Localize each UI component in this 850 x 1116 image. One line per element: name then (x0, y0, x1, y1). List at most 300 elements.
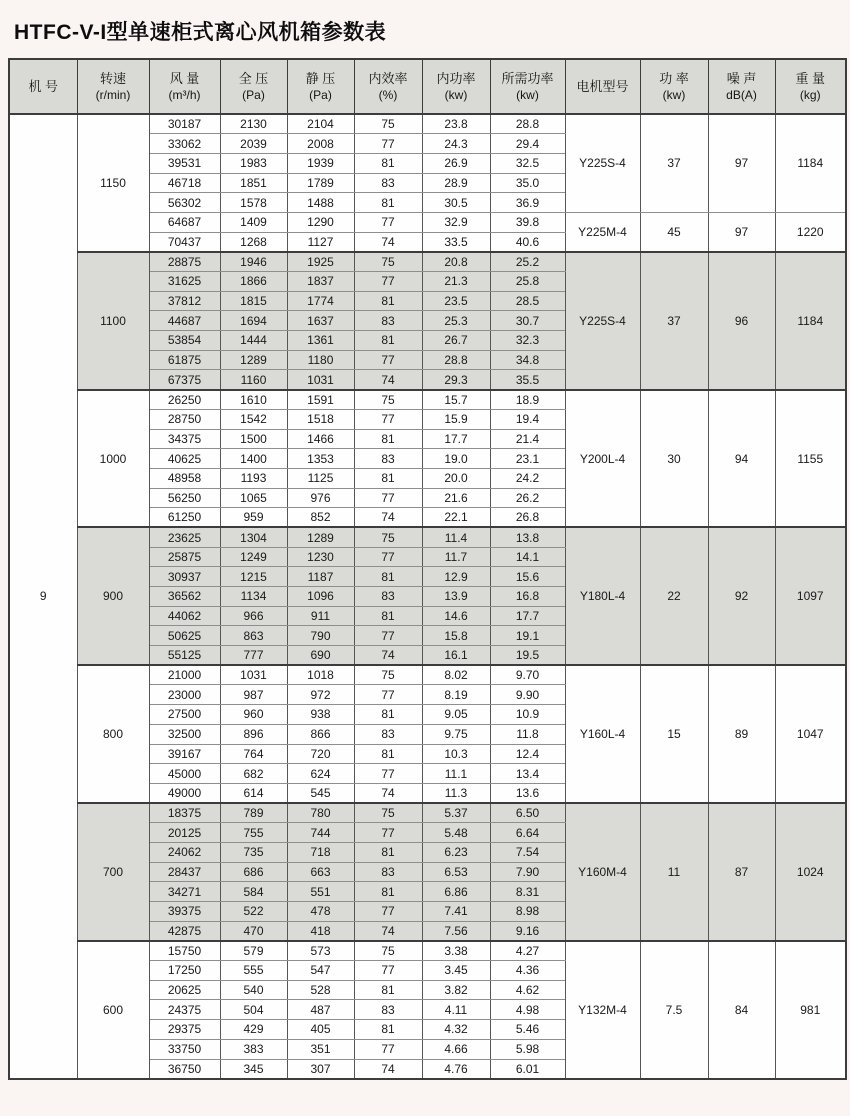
cell-total-pressure: 777 (220, 646, 287, 666)
cell-total-pressure: 1134 (220, 587, 287, 607)
cell-internal-power: 17.7 (422, 429, 490, 449)
cell-total-pressure: 1289 (220, 350, 287, 370)
cell-required-power: 4.98 (490, 1000, 565, 1020)
cell-static-pressure: 1290 (287, 212, 354, 232)
cell-total-pressure: 504 (220, 1000, 287, 1020)
cell-total-pressure: 1031 (220, 665, 287, 685)
cell-airflow: 24062 (149, 842, 220, 862)
cell-efficiency: 81 (354, 331, 422, 351)
motor-power-cell: 15 (640, 665, 708, 803)
cell-internal-power: 29.3 (422, 370, 490, 390)
cell-internal-power: 15.8 (422, 626, 490, 646)
cell-required-power: 28.8 (490, 114, 565, 134)
column-header-noise (708, 59, 775, 114)
cell-required-power: 19.4 (490, 409, 565, 429)
cell-efficiency: 83 (354, 173, 422, 193)
motor-noise-cell: 92 (708, 527, 775, 665)
cell-internal-power: 21.3 (422, 272, 490, 292)
cell-total-pressure: 1866 (220, 272, 287, 292)
cell-efficiency: 83 (354, 862, 422, 882)
header-label: 重 量 (795, 71, 826, 87)
cell-static-pressure: 938 (287, 705, 354, 725)
cell-internal-power: 11.1 (422, 764, 490, 784)
table-row (9, 941, 846, 961)
cell-efficiency: 77 (354, 626, 422, 646)
cell-efficiency: 75 (354, 803, 422, 823)
cell-required-power: 4.27 (490, 941, 565, 961)
cell-airflow: 28437 (149, 862, 220, 882)
cell-static-pressure: 1939 (287, 153, 354, 173)
cell-required-power: 9.16 (490, 921, 565, 941)
cell-airflow: 67375 (149, 370, 220, 390)
cell-airflow: 27500 (149, 705, 220, 725)
cell-internal-power: 3.82 (422, 980, 490, 1000)
motor-weight-cell: 1047 (775, 665, 846, 803)
motor-model-cell: Y200L-4 (565, 390, 640, 528)
motor-model-cell: Y225S-4 (565, 114, 640, 212)
cell-static-pressure: 790 (287, 626, 354, 646)
cell-total-pressure: 735 (220, 842, 287, 862)
table-body (9, 114, 846, 1079)
cell-efficiency: 74 (354, 1059, 422, 1079)
cell-total-pressure: 540 (220, 980, 287, 1000)
cell-internal-power: 22.1 (422, 508, 490, 528)
cell-static-pressure: 307 (287, 1059, 354, 1079)
speed-cell: 600 (77, 941, 149, 1079)
cell-airflow: 55125 (149, 646, 220, 666)
cell-internal-power: 8.02 (422, 665, 490, 685)
cell-required-power: 12.4 (490, 744, 565, 764)
cell-airflow: 36562 (149, 587, 220, 607)
cell-airflow: 33062 (149, 134, 220, 154)
table-header (9, 59, 846, 114)
cell-airflow: 18375 (149, 803, 220, 823)
cell-internal-power: 4.11 (422, 1000, 490, 1020)
cell-internal-power: 16.1 (422, 646, 490, 666)
cell-required-power: 14.1 (490, 547, 565, 567)
motor-model-cell: Y160M-4 (565, 803, 640, 941)
cell-required-power: 28.5 (490, 291, 565, 311)
cell-total-pressure: 896 (220, 724, 287, 744)
cell-static-pressure: 351 (287, 1039, 354, 1059)
cell-required-power: 13.8 (490, 527, 565, 547)
cell-internal-power: 23.8 (422, 114, 490, 134)
cell-internal-power: 26.7 (422, 331, 490, 351)
speed-cell: 1150 (77, 114, 149, 252)
cell-required-power: 5.46 (490, 1020, 565, 1040)
cell-static-pressure: 573 (287, 941, 354, 961)
header-label: 风 量 (169, 71, 200, 87)
cell-efficiency: 74 (354, 370, 422, 390)
cell-total-pressure: 579 (220, 941, 287, 961)
cell-static-pressure: 1837 (287, 272, 354, 292)
cell-internal-power: 32.9 (422, 212, 490, 232)
cell-required-power: 6.64 (490, 823, 565, 843)
cell-required-power: 6.50 (490, 803, 565, 823)
cell-efficiency: 75 (354, 252, 422, 272)
cell-internal-power: 20.0 (422, 468, 490, 488)
motor-weight-cell: 981 (775, 941, 846, 1079)
cell-total-pressure: 764 (220, 744, 287, 764)
cell-required-power: 13.6 (490, 783, 565, 803)
cell-efficiency: 77 (354, 823, 422, 843)
cell-efficiency: 77 (354, 1039, 422, 1059)
cell-airflow: 28875 (149, 252, 220, 272)
cell-static-pressure: 487 (287, 1000, 354, 1020)
cell-efficiency: 83 (354, 587, 422, 607)
cell-efficiency: 77 (354, 547, 422, 567)
cell-required-power: 40.6 (490, 232, 565, 252)
cell-internal-power: 11.3 (422, 783, 490, 803)
cell-required-power: 39.8 (490, 212, 565, 232)
cell-static-pressure: 663 (287, 862, 354, 882)
cell-internal-power: 13.9 (422, 587, 490, 607)
cell-internal-power: 21.6 (422, 488, 490, 508)
cell-internal-power: 23.5 (422, 291, 490, 311)
cell-static-pressure: 2104 (287, 114, 354, 134)
cell-airflow: 32500 (149, 724, 220, 744)
cell-static-pressure: 1180 (287, 350, 354, 370)
header-unit: (kw) (516, 87, 539, 102)
motor-power-cell: 37 (640, 114, 708, 212)
cell-static-pressure: 718 (287, 842, 354, 862)
cell-total-pressure: 1500 (220, 429, 287, 449)
cell-airflow: 39531 (149, 153, 220, 173)
cell-required-power: 8.98 (490, 902, 565, 922)
cell-airflow: 37812 (149, 291, 220, 311)
cell-efficiency: 75 (354, 114, 422, 134)
motor-model-cell: Y180L-4 (565, 527, 640, 665)
cell-airflow: 17250 (149, 961, 220, 981)
cell-airflow: 50625 (149, 626, 220, 646)
motor-model-cell: Y160L-4 (565, 665, 640, 803)
cell-required-power: 11.8 (490, 724, 565, 744)
cell-total-pressure: 966 (220, 606, 287, 626)
cell-efficiency: 81 (354, 980, 422, 1000)
cell-airflow: 36750 (149, 1059, 220, 1079)
cell-internal-power: 6.53 (422, 862, 490, 882)
cell-airflow: 34375 (149, 429, 220, 449)
cell-efficiency: 75 (354, 665, 422, 685)
cell-total-pressure: 614 (220, 783, 287, 803)
cell-static-pressure: 1127 (287, 232, 354, 252)
cell-total-pressure: 1304 (220, 527, 287, 547)
cell-static-pressure: 624 (287, 764, 354, 784)
cell-required-power: 36.9 (490, 193, 565, 213)
cell-airflow: 23625 (149, 527, 220, 547)
cell-airflow: 28750 (149, 409, 220, 429)
motor-weight-cell: 1155 (775, 390, 846, 528)
table-row (9, 390, 846, 410)
cell-required-power: 26.8 (490, 508, 565, 528)
cell-static-pressure: 780 (287, 803, 354, 823)
cell-static-pressure: 690 (287, 646, 354, 666)
cell-efficiency: 77 (354, 212, 422, 232)
motor-power-cell: 37 (640, 252, 708, 390)
header-label: 内效率 (368, 71, 408, 87)
cell-internal-power: 20.8 (422, 252, 490, 272)
cell-required-power: 25.8 (490, 272, 565, 292)
cell-efficiency: 77 (354, 685, 422, 705)
header-label: 噪 声 (726, 71, 757, 87)
cell-static-pressure: 1488 (287, 193, 354, 213)
table-row (9, 665, 846, 685)
cell-efficiency: 77 (354, 272, 422, 292)
cell-airflow: 20625 (149, 980, 220, 1000)
cell-airflow: 15750 (149, 941, 220, 961)
cell-total-pressure: 1268 (220, 232, 287, 252)
cell-efficiency: 75 (354, 941, 422, 961)
cell-total-pressure: 345 (220, 1059, 287, 1079)
cell-total-pressure: 960 (220, 705, 287, 725)
cell-airflow: 64687 (149, 212, 220, 232)
speed-cell: 700 (77, 803, 149, 941)
cell-efficiency: 81 (354, 744, 422, 764)
table-row (9, 803, 846, 823)
cell-internal-power: 9.75 (422, 724, 490, 744)
cell-efficiency: 81 (354, 1020, 422, 1040)
cell-efficiency: 77 (354, 488, 422, 508)
cell-internal-power: 3.45 (422, 961, 490, 981)
cell-internal-power: 12.9 (422, 567, 490, 587)
cell-total-pressure: 1160 (220, 370, 287, 390)
cell-efficiency: 81 (354, 153, 422, 173)
cell-efficiency: 83 (354, 311, 422, 331)
cell-static-pressure: 1230 (287, 547, 354, 567)
motor-power-cell: 45 (640, 212, 708, 251)
cell-total-pressure: 1400 (220, 449, 287, 469)
column-header-machine-no (9, 59, 77, 114)
cell-static-pressure: 1591 (287, 390, 354, 410)
header-unit: (kg) (799, 87, 821, 102)
cell-internal-power: 10.3 (422, 744, 490, 764)
motor-noise-cell: 87 (708, 803, 775, 941)
cell-required-power: 32.5 (490, 153, 565, 173)
cell-total-pressure: 470 (220, 921, 287, 941)
cell-required-power: 18.9 (490, 390, 565, 410)
cell-required-power: 30.7 (490, 311, 565, 331)
cell-static-pressure: 1789 (287, 173, 354, 193)
cell-required-power: 17.7 (490, 606, 565, 626)
cell-internal-power: 5.37 (422, 803, 490, 823)
cell-airflow: 48958 (149, 468, 220, 488)
cell-internal-power: 15.7 (422, 390, 490, 410)
cell-efficiency: 81 (354, 705, 422, 725)
table-row (9, 527, 846, 547)
cell-efficiency: 81 (354, 429, 422, 449)
motor-noise-cell: 84 (708, 941, 775, 1079)
cell-efficiency: 81 (354, 842, 422, 862)
cell-internal-power: 4.66 (422, 1039, 490, 1059)
motor-power-cell: 11 (640, 803, 708, 941)
motor-weight-cell: 1220 (775, 212, 846, 251)
cell-required-power: 32.3 (490, 331, 565, 351)
cell-static-pressure: 976 (287, 488, 354, 508)
cell-airflow: 39375 (149, 902, 220, 922)
header-unit: (m³/h) (168, 87, 201, 102)
motor-model-cell: Y225S-4 (565, 252, 640, 390)
cell-static-pressure: 551 (287, 882, 354, 902)
cell-required-power: 9.90 (490, 685, 565, 705)
cell-internal-power: 7.56 (422, 921, 490, 941)
cell-static-pressure: 852 (287, 508, 354, 528)
cell-internal-power: 30.5 (422, 193, 490, 213)
cell-efficiency: 81 (354, 882, 422, 902)
motor-weight-cell: 1184 (775, 114, 846, 212)
cell-required-power: 34.8 (490, 350, 565, 370)
cell-static-pressure: 1289 (287, 527, 354, 547)
motor-weight-cell: 1024 (775, 803, 846, 941)
cell-internal-power: 33.5 (422, 232, 490, 252)
motor-noise-cell: 89 (708, 665, 775, 803)
column-header-internal-power (422, 59, 490, 114)
cell-internal-power: 5.48 (422, 823, 490, 843)
cell-total-pressure: 1409 (220, 212, 287, 232)
cell-total-pressure: 1851 (220, 173, 287, 193)
cell-required-power: 4.62 (490, 980, 565, 1000)
cell-static-pressure: 528 (287, 980, 354, 1000)
header-unit: (Pa) (242, 87, 265, 102)
cell-airflow: 45000 (149, 764, 220, 784)
cell-internal-power: 8.19 (422, 685, 490, 705)
cell-airflow: 26250 (149, 390, 220, 410)
cell-required-power: 23.1 (490, 449, 565, 469)
column-header-weight (775, 59, 846, 114)
cell-total-pressure: 1815 (220, 291, 287, 311)
cell-total-pressure: 522 (220, 902, 287, 922)
speed-cell: 900 (77, 527, 149, 665)
cell-internal-power: 28.9 (422, 173, 490, 193)
column-header-speed (77, 59, 149, 114)
cell-internal-power: 4.76 (422, 1059, 490, 1079)
cell-efficiency: 75 (354, 527, 422, 547)
cell-static-pressure: 1031 (287, 370, 354, 390)
cell-airflow: 25875 (149, 547, 220, 567)
cell-total-pressure: 1610 (220, 390, 287, 410)
motor-noise-cell: 94 (708, 390, 775, 528)
cell-total-pressure: 789 (220, 803, 287, 823)
cell-airflow: 61875 (149, 350, 220, 370)
cell-total-pressure: 755 (220, 823, 287, 843)
cell-efficiency: 81 (354, 291, 422, 311)
cell-airflow: 21000 (149, 665, 220, 685)
cell-internal-power: 24.3 (422, 134, 490, 154)
cell-required-power: 19.1 (490, 626, 565, 646)
machine-no-cell: 9 (9, 114, 77, 1079)
header-label: 机 号 (28, 78, 59, 94)
motor-power-cell: 30 (640, 390, 708, 528)
cell-efficiency: 83 (354, 1000, 422, 1020)
cell-static-pressure: 1096 (287, 587, 354, 607)
cell-total-pressure: 1542 (220, 409, 287, 429)
cell-airflow: 46718 (149, 173, 220, 193)
cell-efficiency: 74 (354, 232, 422, 252)
cell-efficiency: 77 (354, 134, 422, 154)
cell-airflow: 61250 (149, 508, 220, 528)
header-label: 电机型号 (576, 78, 629, 94)
cell-airflow: 42875 (149, 921, 220, 941)
table-row (9, 252, 846, 272)
cell-required-power: 16.8 (490, 587, 565, 607)
cell-required-power: 5.98 (490, 1039, 565, 1059)
cell-internal-power: 14.6 (422, 606, 490, 626)
cell-total-pressure: 1193 (220, 468, 287, 488)
header-unit: (Pa) (309, 87, 332, 102)
cell-efficiency: 74 (354, 921, 422, 941)
cell-airflow: 23000 (149, 685, 220, 705)
cell-efficiency: 77 (354, 961, 422, 981)
cell-total-pressure: 1444 (220, 331, 287, 351)
header-unit: (r/min) (95, 87, 131, 102)
cell-efficiency: 81 (354, 468, 422, 488)
page-title: HTFC-V-I型单速柜式离心风机箱参数表 (14, 21, 387, 44)
cell-internal-power: 9.05 (422, 705, 490, 725)
cell-efficiency: 81 (354, 193, 422, 213)
cell-total-pressure: 2039 (220, 134, 287, 154)
header-unit: (kw) (444, 87, 468, 102)
cell-airflow: 20125 (149, 823, 220, 843)
cell-static-pressure: 547 (287, 961, 354, 981)
cell-internal-power: 11.4 (422, 527, 490, 547)
speed-cell: 1000 (77, 390, 149, 528)
cell-airflow: 40625 (149, 449, 220, 469)
cell-total-pressure: 1578 (220, 193, 287, 213)
cell-total-pressure: 584 (220, 882, 287, 902)
cell-required-power: 9.70 (490, 665, 565, 685)
cell-static-pressure: 545 (287, 783, 354, 803)
cell-static-pressure: 720 (287, 744, 354, 764)
cell-total-pressure: 429 (220, 1020, 287, 1040)
cell-efficiency: 77 (354, 902, 422, 922)
cell-airflow: 44062 (149, 606, 220, 626)
header-label: 转速 (99, 71, 126, 87)
column-header-required-power (490, 59, 565, 114)
cell-static-pressure: 1466 (287, 429, 354, 449)
cell-static-pressure: 418 (287, 921, 354, 941)
cell-airflow: 33750 (149, 1039, 220, 1059)
cell-efficiency: 75 (354, 390, 422, 410)
cell-total-pressure: 686 (220, 862, 287, 882)
cell-total-pressure: 987 (220, 685, 287, 705)
header-label: 内功率 (436, 71, 476, 87)
header-label: 所需功率 (501, 71, 554, 87)
cell-internal-power: 28.8 (422, 350, 490, 370)
cell-total-pressure: 1065 (220, 488, 287, 508)
cell-required-power: 10.9 (490, 705, 565, 725)
cell-internal-power: 15.9 (422, 409, 490, 429)
column-header-total-pressure (220, 59, 287, 114)
cell-required-power: 35.5 (490, 370, 565, 390)
cell-efficiency: 81 (354, 606, 422, 626)
cell-static-pressure: 911 (287, 606, 354, 626)
cell-efficiency: 81 (354, 567, 422, 587)
motor-noise-cell: 97 (708, 212, 775, 251)
motor-weight-cell: 1184 (775, 252, 846, 390)
cell-required-power: 13.4 (490, 764, 565, 784)
cell-internal-power: 25.3 (422, 311, 490, 331)
column-header-efficiency (354, 59, 422, 114)
cell-internal-power: 7.41 (422, 902, 490, 922)
cell-efficiency: 74 (354, 508, 422, 528)
cell-static-pressure: 1774 (287, 291, 354, 311)
cell-total-pressure: 1249 (220, 547, 287, 567)
column-header-motor-power (640, 59, 708, 114)
speed-cell: 1100 (77, 252, 149, 390)
cell-static-pressure: 1353 (287, 449, 354, 469)
cell-required-power: 7.90 (490, 862, 565, 882)
cell-static-pressure: 1125 (287, 468, 354, 488)
cell-efficiency: 74 (354, 646, 422, 666)
